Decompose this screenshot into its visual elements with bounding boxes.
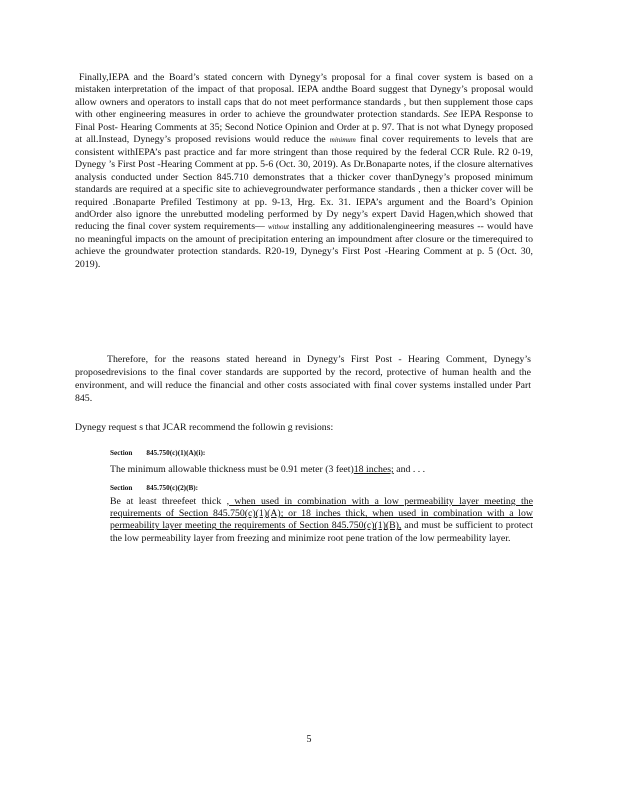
section-heading-2: [110, 484, 198, 493]
paragraph-text: Therefore, for the reasons stated hereand in Dynegy’s First Post - Hearing Comment, Dynegy’s proposedrevisions to the final cover standards are supported by the record, protective of human health and the environment, and will reduce the financial and other costs associated with final cover systems installed under Part 845.: [75, 354, 531, 404]
revision-tail: and . . .: [393, 464, 426, 475]
see-signal: See: [443, 109, 458, 121]
revision-text: The minimum allowable thickness must be 0.91 meter (3 feet): [110, 464, 354, 475]
revision-text-2: [110, 496, 533, 545]
section-word: Section: [110, 449, 133, 457]
inserted-text: when used in combination with a low permeability layer meeting the requirements of Section 845.750(c)(1)(A); or 18 inches thick, when used in combination with a low permeability layer meeting the requirements of Section 845.750(c)(1)(B),: [110, 496, 533, 532]
paragraph-request: Dynegy request s that JCAR recommend the followin g revisions:: [75, 422, 334, 433]
paragraph-text: installing any additionalengineering measures -- would have no meaningful impacts on the amount of precipitation entering an impoundment after closure or the timerequired to achieve the groundwater protection standards. R20-19, Dynegy’s First Post -Hearing Comment at p. 5 (Oct. 30, 2019).: [75, 221, 534, 270]
paragraph-text: IEPA Response to Final Post- Hearing Comments at 35; Second Notice Opinion and Order at p. 97. That is not what Dynegy proposed at all.Instead, Dynegy’s proposed revisions would reduce the: [75, 109, 534, 146]
without-emphasis: without: [267, 223, 289, 232]
section-number: 845.750(c)(2)(B):: [146, 484, 199, 492]
revision-tail: and must be sufficient to protect the low permeability layer from freezing and minimize root pene tration of the low permeability layer.: [110, 520, 533, 544]
revision-text: Be at least threefeet thick ,: [110, 496, 230, 507]
section-number: 845.750(c)(1)(A)(i):: [146, 449, 206, 457]
paragraph-text: Finally,IEPA and the Board’s stated concern with Dynegy’s proposal for a final cover system is based on a mistaken interpretation of the impact of that proposal. IEPA andthe Board suggest that Dynegy’s proposal would allow owners and operators to install caps that do not meet performance standards , but then supplement those caps with other engineering measures in order to achieve the groundwater protection standards.: [75, 72, 533, 121]
revision-text-1: [110, 464, 530, 476]
section-heading-1: [110, 449, 205, 458]
page-number: 5: [306, 734, 312, 745]
paragraph-text: final cover requirements to levels that are consistent withIEPA’s past practice and far more stringent than those required by the federal CCR Rule. R2 0-19, Dynegy ’s First Post -Hearing Comment at pp. 5-6 (Oct. 30, 2019). As Dr.Bonaparte notes, if the closure alternatives analysis conducted under Section 845.710 demonstrates that a thicker cover thanDynegy’s proposed minimum standards are required at a specific site to achievegroundwater performance standards , then a thicker cover will be required .Bonaparte Prefiled Testimony at pp. 9-13, Hrg. Ex. 31. IEPA’s argument and the Board’s Opinion andOrder also ignore the unrebutted modeling performed by Dy negy’s expert David Hagen,which showed that reducing the final cover system requirements—: [75, 134, 533, 233]
paragraph-finally: [75, 72, 533, 271]
inserted-text: 18 inches;: [353, 464, 394, 475]
paragraph-therefore: [75, 353, 531, 405]
section-word: Section: [110, 484, 133, 492]
minimum-emphasis: minimum: [329, 136, 356, 145]
